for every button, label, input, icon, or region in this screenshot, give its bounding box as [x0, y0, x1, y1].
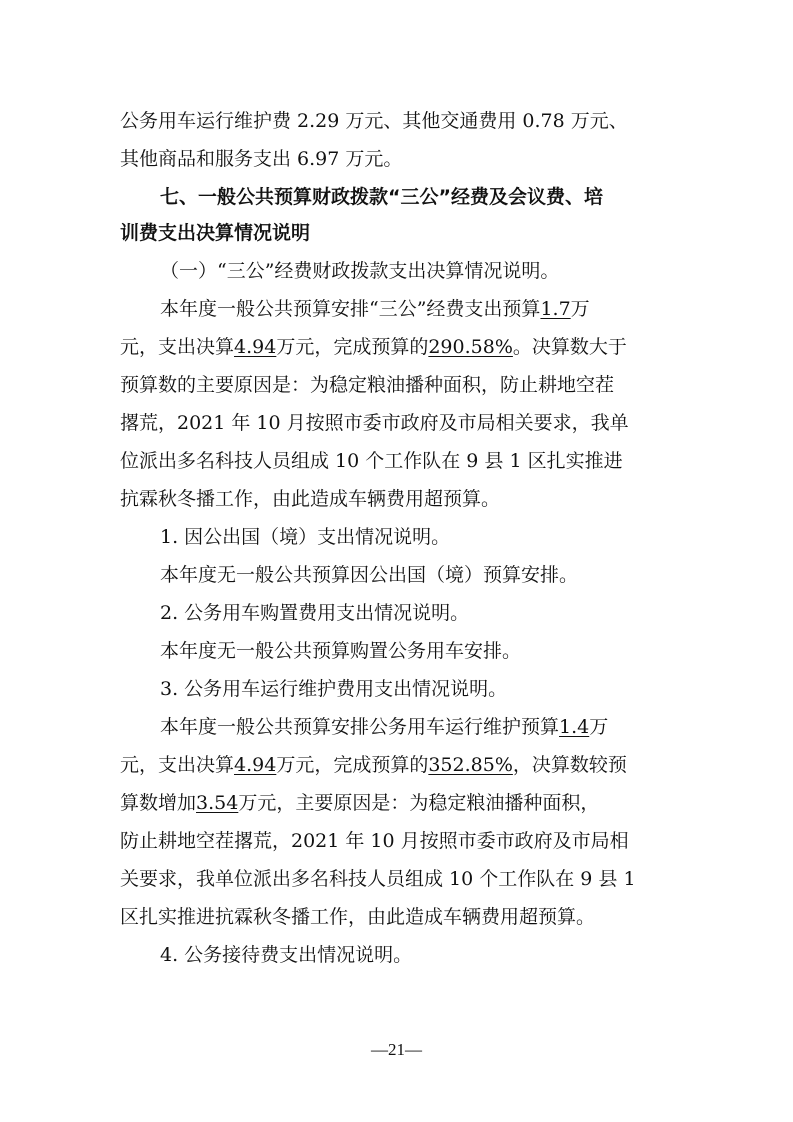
text-span: 元，支出决算 — [120, 754, 235, 776]
paragraph-line: 位派出多名科技人员组成 10 个工作队在 9 县 1 区扎实推进 — [120, 450, 623, 472]
paragraph-line — [120, 330, 680, 364]
text-span: 万元，主要原因是：为稳定粮油播种面积， — [238, 792, 600, 814]
section-heading: 七、一般公共预算财政拨款“三公”经费及会议费、培 — [160, 186, 603, 208]
text-span: 本年度一般公共预算安排公务用车运行维护预算 — [160, 716, 560, 738]
paragraph-line: 防止耕地空茬撂荒，2021 年 10 月按照市委市政府及市局相 — [120, 830, 629, 852]
budget-value: 1.7 — [540, 298, 571, 320]
text-line: 公务用车运行维护费 2.29 万元、其他交通费用 0.78 万元、 — [120, 110, 628, 132]
paragraph-line: 关要求，我单位派出多名科技人员组成 10 个工作队在 9 县 1 — [120, 868, 636, 890]
paragraph-line: 预算数的主要原因是：为稳定粮油播种面积，防止耕地空茬 — [120, 374, 615, 396]
item-title: 1. 因公出国（境）支出情况说明。 — [160, 526, 451, 548]
paragraph-line — [120, 786, 680, 820]
text-span: 。决算数大于 — [512, 336, 627, 358]
item-title: 2. 公务用车购置费用支出情况说明。 — [160, 602, 470, 624]
item-body: 本年度无一般公共预算因公出国（境）预算安排。 — [160, 564, 579, 586]
text-span: 万元，完成预算的 — [276, 336, 429, 358]
budget-value: 1.4 — [559, 716, 590, 738]
text-span: 本年度一般公共预算安排“三公”经费支出预算 — [160, 298, 541, 320]
item-title: 4. 公务接待费支出情况说明。 — [160, 944, 413, 966]
percent-value: 352.85% — [428, 754, 513, 776]
actual-value: 4.94 — [234, 336, 277, 358]
actual-value: 4.94 — [234, 754, 277, 776]
paragraph-line — [120, 748, 680, 782]
paragraph-line — [160, 292, 680, 326]
text-span: 万 — [589, 716, 609, 738]
text-line: 其他商品和服务支出 6.97 万元。 — [120, 148, 403, 170]
increase-value: 3.54 — [196, 792, 239, 814]
paragraph-line: 抗霖秋冬播工作，由此造成车辆费用超预算。 — [120, 488, 501, 510]
paragraph-line: 区扎实推进抗霖秋冬播工作，由此造成车辆费用超预算。 — [120, 906, 596, 928]
text-span: 元，支出决算 — [120, 336, 235, 358]
item-title: 3. 公务用车运行维护费用支出情况说明。 — [160, 678, 508, 700]
subsection-heading: （一）“三公”经费财政拨款支出决算情况说明。 — [160, 260, 560, 282]
text-span: 万 — [570, 298, 590, 320]
text-span: ，决算数较预 — [512, 754, 627, 776]
percent-value: 290.58% — [428, 336, 513, 358]
paragraph-line: 撂荒，2021 年 10 月按照市委市政府及市局相关要求，我单 — [120, 412, 629, 434]
item-body: 本年度无一般公共预算购置公务用车安排。 — [160, 640, 522, 662]
paragraph-line — [160, 710, 680, 744]
page-number: —21— — [371, 1040, 422, 1059]
text-span: 万元，完成预算的 — [276, 754, 429, 776]
text-span: 算数增加 — [120, 792, 197, 814]
section-heading-cont: 训费支出决算情况说明 — [120, 222, 311, 244]
